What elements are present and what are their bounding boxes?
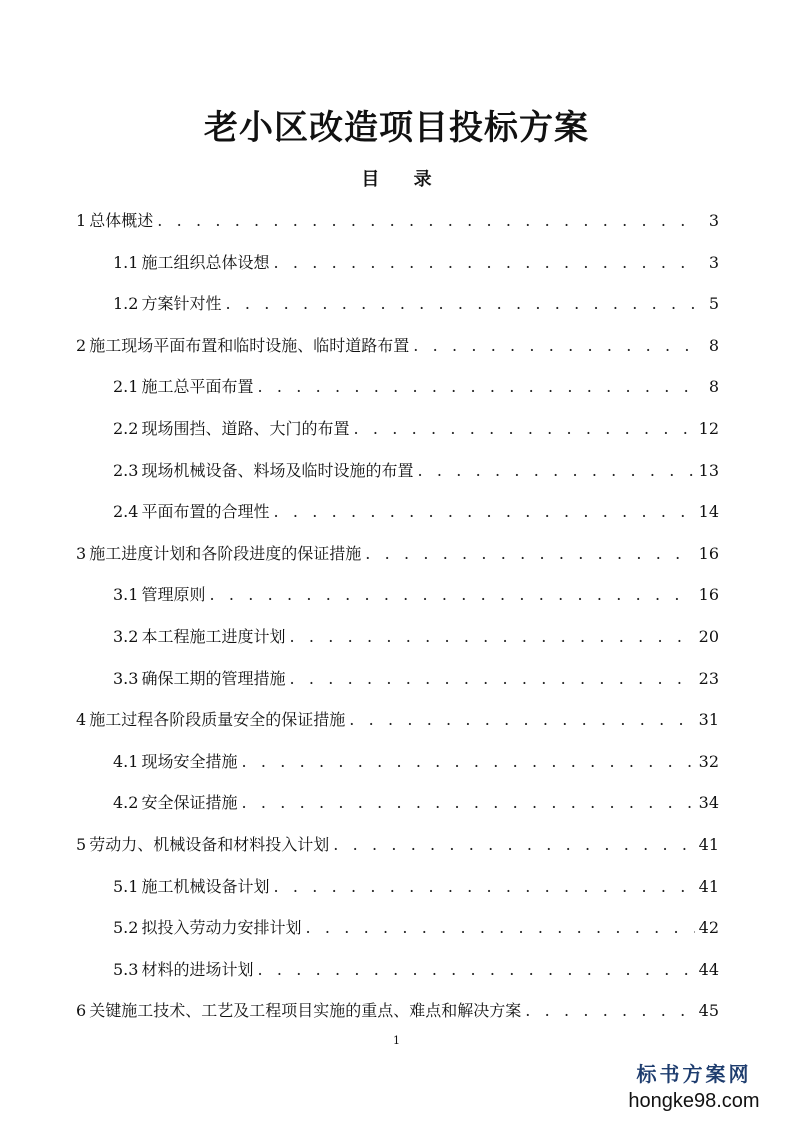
toc-dot-leader [353,415,694,443]
toc-entry-label: 现场围挡、道路、大门的布置 [141,418,350,438]
toc-entry-page: 12 [698,418,719,438]
toc-entry-label: 施工机械设备计划 [141,876,270,896]
toc-entry-page: 16 [698,585,719,605]
toc-entry-page: 5 [708,294,719,314]
toc-entry-page: 34 [698,793,719,813]
toc-entry-label: 材料的进场计划 [141,959,254,979]
toc-dot-leader [257,956,694,984]
toc-entry-page: 20 [698,626,719,646]
toc-dot-leader [157,207,701,235]
toc-entry-number: 4 [76,710,87,730]
toc-entry-page: 23 [698,668,719,688]
toc-entry-4-1[interactable] [76,748,719,790]
toc-entry-1[interactable] [76,207,719,249]
toc-entry-page: 14 [698,502,719,522]
toc-entry-1-2[interactable] [76,290,719,332]
table-of-contents [76,207,719,1039]
toc-dot-leader [413,332,701,360]
toc-entry-page: 3 [708,211,719,230]
toc-entry-number: 2 [76,335,87,355]
toc-entry-label: 施工进度计划和各阶段进度的保证措施 [89,543,362,563]
toc-entry-number: 2.1 [113,377,139,397]
toc-entry-label: 本工程施工进度计划 [141,626,286,646]
toc-entry-number: 4.2 [113,793,139,813]
toc-entry-label: 总体概述 [89,211,154,230]
watermark-text-cn: 标书方案网 [636,1062,752,1086]
toc-entry-page: 8 [708,335,719,355]
toc-dot-leader [289,623,694,651]
toc-entry-6[interactable] [76,997,719,1039]
document-title: 老小区改造项目投标方案 [204,108,589,148]
toc-entry-2-4[interactable] [76,498,719,540]
toc-entry-page: 42 [698,918,719,938]
toc-entry-page: 16 [698,543,719,563]
toc-entry-page: 32 [698,751,719,771]
toc-entry-number: 2.4 [113,502,139,522]
toc-heading: 目 录 [361,169,446,190]
toc-entry-number: 2.3 [113,460,139,480]
toc-entry-label: 现场机械设备、料场及临时设施的布置 [141,460,414,480]
toc-dot-leader [289,665,694,693]
toc-dot-leader [273,873,694,901]
toc-entry-number: 5 [76,834,87,854]
toc-entry-3-2[interactable] [76,623,719,665]
toc-dot-leader [333,831,694,859]
toc-dot-leader [305,914,694,942]
toc-entry-5[interactable] [76,831,719,873]
toc-entry-number: 5.1 [113,876,139,896]
toc-entry-label: 施工现场平面布置和临时设施、临时道路布置 [89,335,410,355]
toc-entry-page: 41 [698,834,719,854]
toc-entry-page: 41 [698,876,719,896]
toc-entry-number: 1.1 [113,252,139,272]
toc-entry-label: 确保工期的管理措施 [141,668,286,688]
toc-entry-page: 44 [698,959,719,979]
toc-entry-3-3[interactable] [76,665,719,707]
toc-entry-2[interactable] [76,332,719,374]
toc-entry-label: 安全保证措施 [141,793,238,813]
toc-dot-leader [225,290,701,318]
toc-dot-leader [365,540,694,568]
toc-entry-5-2[interactable] [76,914,719,956]
toc-entry-4-2[interactable] [76,789,719,831]
site-watermark-logo [609,1060,779,1114]
toc-entry-label: 平面布置的合理性 [141,502,270,522]
toc-entry-label: 拟投入劳动力安排计划 [141,918,302,938]
toc-entry-label: 现场安全措施 [141,751,238,771]
toc-entry-number: 5.2 [113,918,139,938]
toc-entry-page: 45 [698,1001,719,1021]
toc-dot-leader [209,581,694,609]
toc-dot-leader [241,748,694,776]
toc-entry-number: 3.2 [113,626,139,646]
toc-entry-label: 管理原则 [141,585,206,605]
toc-dot-leader [273,498,694,526]
toc-entry-label: 施工总平面布置 [141,377,254,397]
toc-entry-number: 2.2 [113,418,139,438]
toc-dot-leader [241,789,694,817]
toc-entry-label: 劳动力、机械设备和材料投入计划 [89,834,330,854]
toc-entry-number: 6 [76,1001,87,1021]
toc-entry-number: 4.1 [113,751,139,771]
page-number: 1 [393,1034,400,1047]
toc-entry-3-1[interactable] [76,581,719,623]
toc-entry-label: 方案针对性 [141,294,222,314]
toc-dot-leader [257,373,701,401]
toc-entry-1-1[interactable] [76,249,719,291]
toc-entry-label: 施工组织总体设想 [141,252,270,272]
toc-dot-leader [525,997,694,1025]
toc-dot-leader [273,249,701,277]
toc-entry-number: 1 [76,211,87,230]
toc-dot-leader [349,706,694,734]
toc-entry-2-1[interactable] [76,373,719,415]
toc-entry-3[interactable] [76,540,719,582]
toc-entry-page: 3 [708,252,719,272]
toc-entry-page: 31 [698,710,719,730]
toc-dot-leader [417,457,694,485]
toc-entry-number: 3 [76,543,87,563]
watermark-text-en: hongke98.com [628,1090,760,1112]
toc-entry-number: 3.3 [113,668,139,688]
toc-entry-4[interactable] [76,706,719,748]
toc-entry-5-3[interactable] [76,956,719,998]
toc-entry-page: 13 [698,460,719,480]
toc-entry-label: 关键施工技术、工艺及工程项目实施的重点、难点和解决方案 [89,1001,522,1021]
toc-entry-2-3[interactable] [76,457,719,499]
toc-entry-2-2[interactable] [76,415,719,457]
toc-entry-number: 1.2 [113,294,139,314]
toc-entry-5-1[interactable] [76,873,719,915]
toc-entry-label: 施工过程各阶段质量安全的保证措施 [89,710,346,730]
toc-entry-number: 5.3 [113,959,139,979]
toc-entry-number: 3.1 [113,585,139,605]
toc-entry-page: 8 [708,377,719,397]
